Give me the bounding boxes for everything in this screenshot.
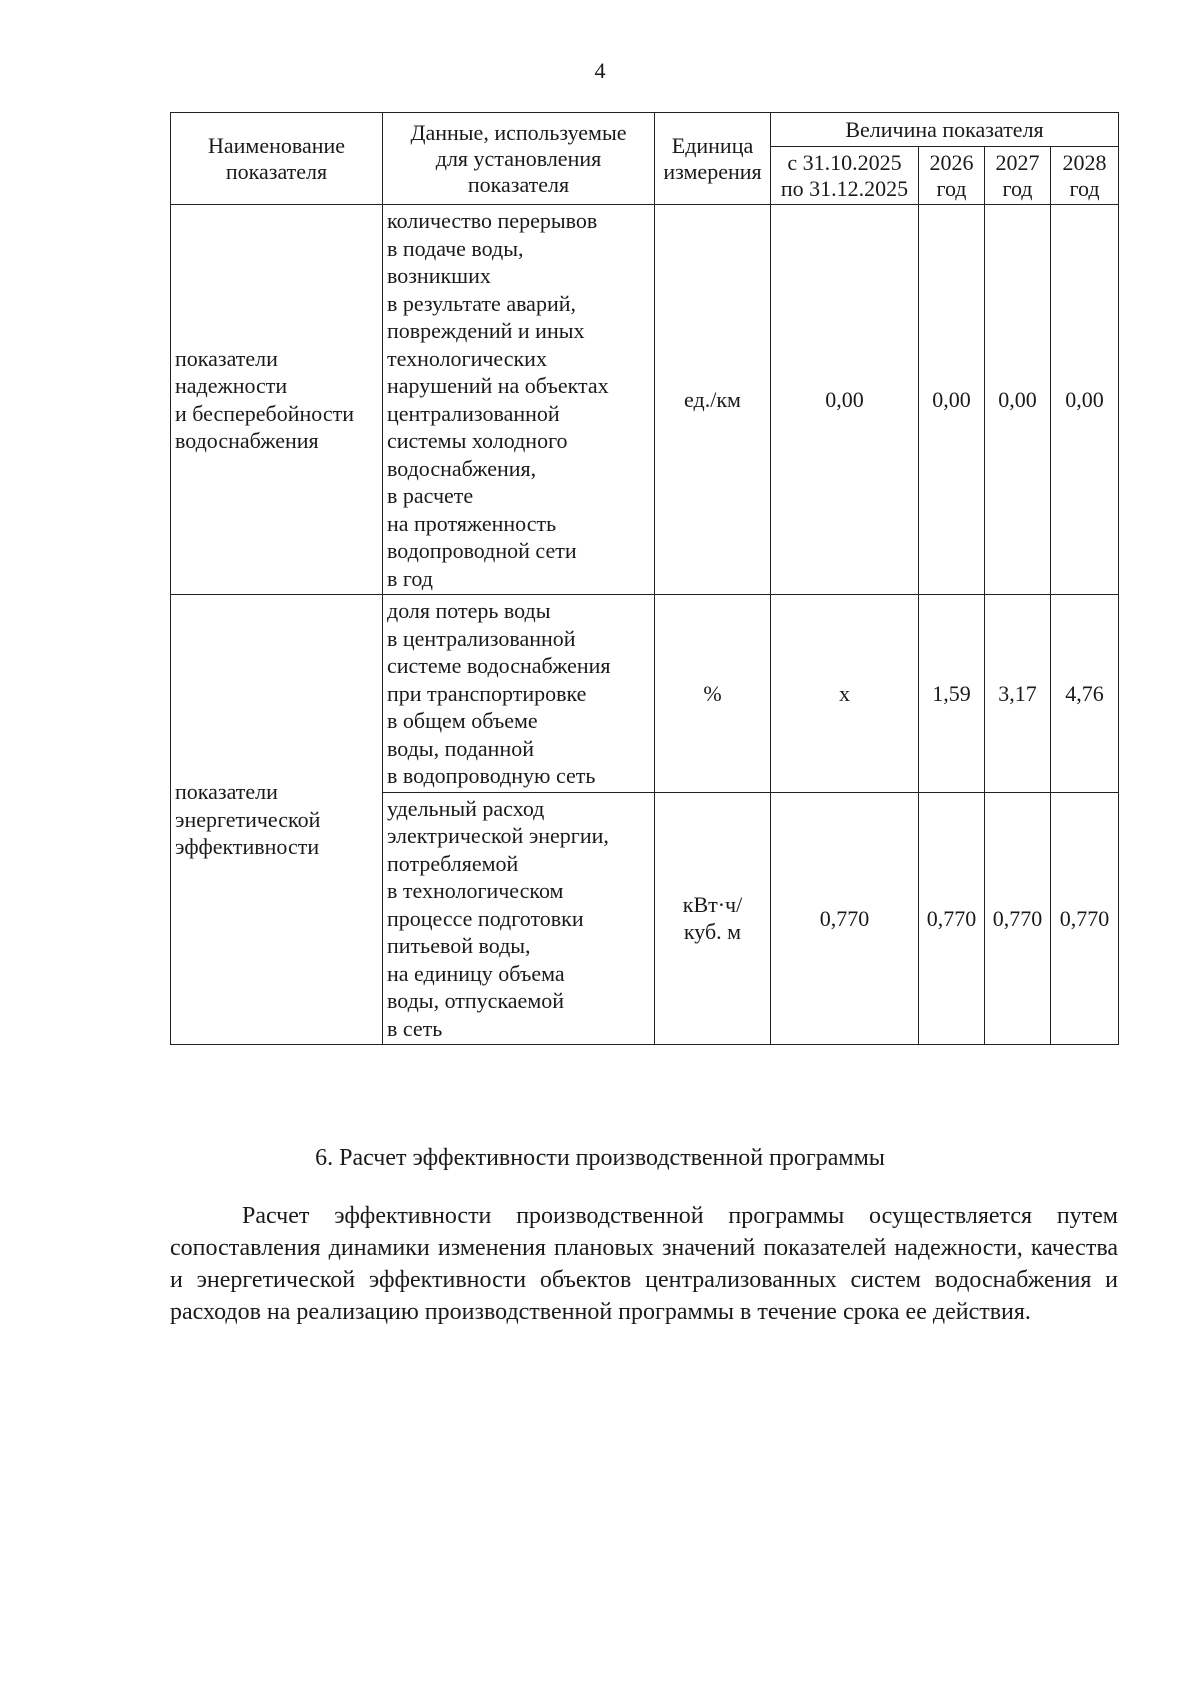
header-value-group: Величина показателя [771,113,1119,147]
header-period-2025: с 31.10.2025 по 31.12.2025 [771,147,919,205]
header-unit: Единица измерения [655,113,771,205]
row-value: 0,770 [919,792,985,1045]
row-value: 3,17 [985,595,1051,793]
row-unit: % [655,595,771,793]
row-data: удельный расход электрической энергии, потребляемой в технологическом процессе подготовки питьевой воды, на единицу объема воды, отпускаемой в сеть [383,792,655,1045]
section-paragraph: Расчет эффективности производственной программы осуществляется путем сопоставления динамики изменения плановых значений показателей надежности, качества и энергетической эффективности объектов централизованных систем водоснабжения и расходов на реализацию производственной программы в течение срока ее действия. [170,1203,1118,1325]
row-data: количество перерывов в подаче воды, возникших в результате аварий, повреждений и иных технологических нарушений на объектах централизованной системы холодного водоснабжения, в расчете на протяженность водопроводной сети в год [383,205,655,595]
table-row [171,205,1119,595]
header-data: Данные, используемые для установления показателя [383,113,655,205]
row-value: 0,770 [771,792,919,1045]
row-value: 4,76 [1051,595,1119,793]
row-value: 0,00 [985,205,1051,595]
row-unit: ед./км [655,205,771,595]
row-value: 1,59 [919,595,985,793]
row-name: показатели энергетической эффективности [171,595,383,1045]
header-period-2026: 2026 год [919,147,985,205]
header-name: Наименование показателя [171,113,383,205]
row-value: х [771,595,919,793]
indicators-table [170,112,1119,1045]
table-row [171,595,1119,793]
header-period-2028: 2028 год [1051,147,1119,205]
row-value: 0,00 [771,205,919,595]
header-period-2027: 2027 год [985,147,1051,205]
page-number: 4 [594,58,606,83]
row-name: показатели надежности и бесперебойности водоснабжения [171,205,383,595]
row-value: 0,00 [919,205,985,595]
row-value: 0,770 [985,792,1051,1045]
row-data: доля потерь воды в централизованной системе водоснабжения при транспортировке в общем объеме воды, поданной в водопроводную сеть [383,595,655,793]
row-value: 0,770 [1051,792,1119,1045]
section-heading: 6. Расчет эффективности производственной программы [315,1145,885,1171]
row-unit: кВт·ч/ куб. м [655,792,771,1045]
row-value: 0,00 [1051,205,1119,595]
